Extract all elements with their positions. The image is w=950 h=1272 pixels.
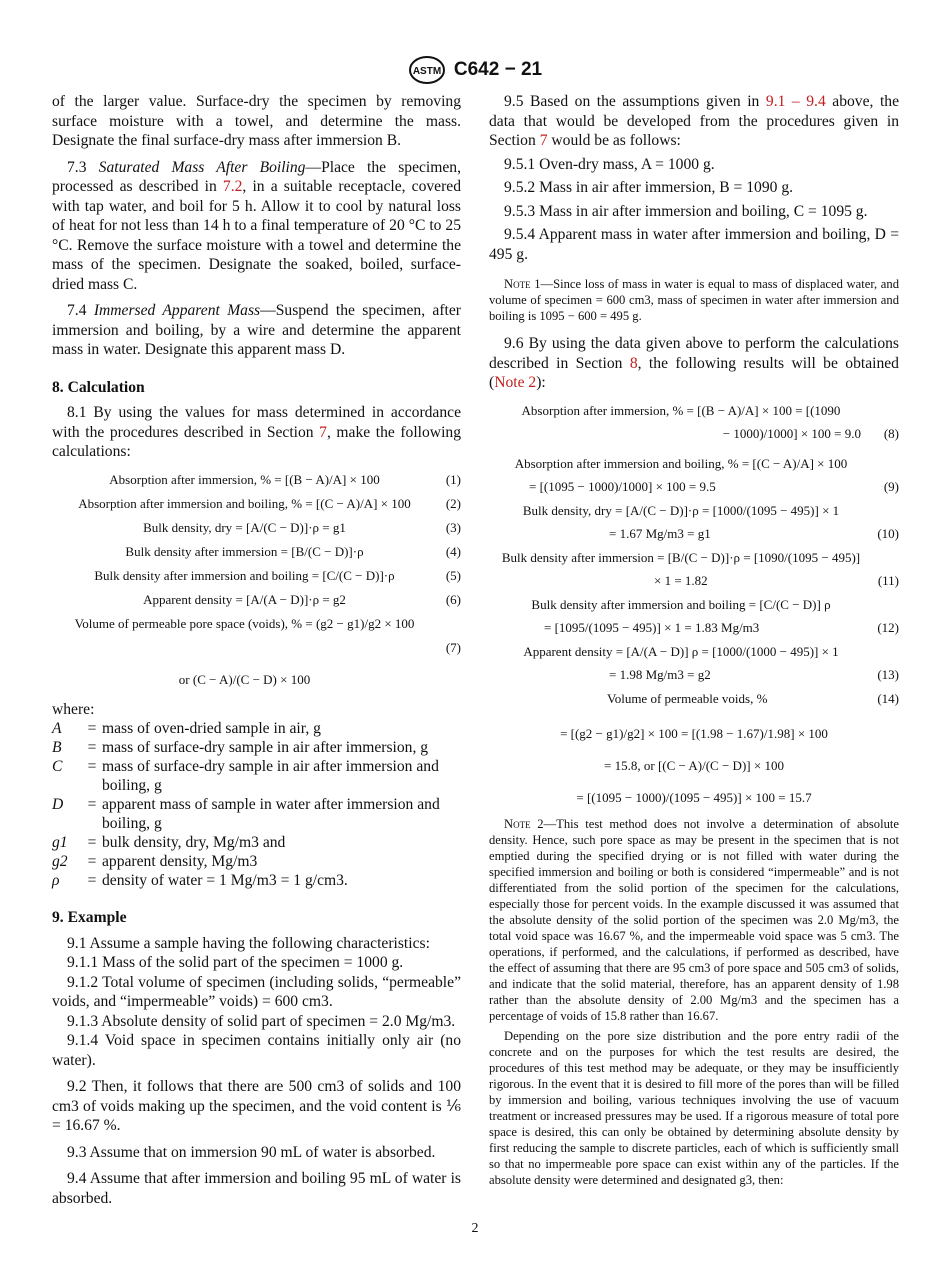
equation-7-number: (7): [445, 639, 461, 655]
result-line: = [1095/(1095 − 495)] × 1 = 1.83 Mg/m3 (12): [544, 620, 899, 635]
result-line: Absorption after immersion and boiling, % = [(C − A)/A] × 100: [514, 455, 848, 471]
results-equations: [489, 399, 899, 711]
result-line: Bulk density after immersion and boiling = [C/(C − D)] ρ: [531, 596, 831, 612]
equation-2: Absorption after immersion and boiling, % = [(C − A)/A] × 100 (2): [78, 495, 461, 511]
note-2-paragraph-2: Depending on the pore size distribution and the pore entry radii of the concrete and on the purposes for which the test results are desired, the procedures of this test method may be adequate, or they may be insufficiently rigorous. In the event that it is desired to fill more of the pores than will be filled by immersion and boiling, various techniques involving the use of vacuum treatment or increased pressures may be used. If a rigorous measure of total pore space is desired, this can only be obtained by determining absolute density by first reducing the sample to discrete particles, each of which is sufficiently small so that no impermeable pore space can exist within any of the particles. If the absolute density were determined and designated g3, then:: [489, 1029, 899, 1187]
link-section-7[interactable]: 7: [319, 423, 327, 441]
paragraph-7-4: 7.4 Immersed Apparent Mass—Suspend the specimen, after immersion and boiling, by a wire and determine the apparent mass in water. Designate this apparent mass D.: [52, 302, 461, 358]
definition-row: C = mass of surface-dry sample in air after immersion and boiling, g: [52, 758, 439, 794]
result-line: − 1000)/1000] × 100 = 9.0 (8): [722, 426, 899, 441]
definition-row: B = mass of surface-dry sample in air after immersion, g: [52, 739, 429, 756]
equations-block: [52, 468, 461, 692]
equation-4: Bulk density after immersion = [B/(C − D)]·ρ (4): [125, 543, 461, 559]
equation-7-alt: or (C − A)/(C − D) × 100: [178, 671, 311, 687]
paragraph-9-5-4: 9.5.4 Apparent mass in water after immersion and boiling, D = 495 g.: [489, 226, 899, 263]
paragraph-9-5-3: 9.5.3 Mass in air after immersion and boiling, C = 1095 g.: [504, 202, 868, 220]
paragraph-7-3: 7.3 Saturated Mass After Boiling—Place the specimen, processed as described in 7.2, in a suitable receptacle, covered with tap water, and boil for 5 h. Allow it to cool by natural loss of heat for not less than 14 h to a final temperature of 20 °C to 25 °C. Remove the surface moisture with a towel and determine the mass of the specimen. Designate the soaked, boiled, surface-dried mass C.: [52, 158, 461, 293]
where-label: where:: [52, 700, 95, 718]
result-line: Bulk density after immersion = [B/(C − D)]·ρ = [1090/(1095 − 495)]: [501, 549, 861, 565]
result-line: Absorption after immersion, % = [(B − A)/A] × 100 = [(1090: [521, 402, 841, 418]
link-note-2[interactable]: Note 2: [494, 374, 537, 391]
paragraph-9-2: 9.2 Then, it follows that there are 500 cm3 of solids and 100 cm3 of voids making up the specimen, and the void content is ⅙ = 16.67 %.: [52, 1078, 461, 1134]
link-section-8[interactable]: 8: [629, 354, 638, 372]
result-line: = 1.67 Mg/m3 = g1 (10): [609, 526, 899, 541]
link-section-7-right[interactable]: 7: [539, 132, 548, 149]
void-equations: [489, 718, 899, 814]
paragraph-9-1: 9.1 Assume a sample having the following characteristics:: [67, 934, 430, 952]
link-7-2[interactable]: 7.2: [222, 178, 243, 195]
paragraph-9-5-2: 9.5.2 Mass in air after immersion, B = 1090 g.: [504, 179, 794, 196]
void-line-3: = [(1095 − 1000)/(1095 − 495)] × 100 = 15.7: [576, 790, 812, 805]
paragraph-9-1-4: 9.1.4 Void space in specimen contains initially only air (no water).: [52, 1032, 461, 1069]
page-header: [0, 55, 950, 85]
void-line-2: = 15.8, or [(C − A)/(C − D)] × 100: [604, 758, 784, 773]
definition-row: D = apparent mass of sample in water after immersion and boiling, g: [52, 796, 440, 832]
equation-5: Bulk density after immersion and boiling = [C/(C − D)]·ρ (5): [94, 567, 461, 583]
section-8-heading: 8. Calculation: [52, 378, 145, 396]
equation-1: Absorption after immersion, % = [(B − A)/A] × 100 (1): [109, 471, 461, 487]
definition-row: ρ = density of water = 1 Mg/m3 = 1 g/cm3.: [52, 872, 348, 889]
paragraph-9-5: 9.5 Based on the assumptions given in 9.1 – 9.4 above, the data that would be developed from the procedures given in Section 7 would be as follows:: [489, 93, 900, 149]
result-line: × 1 = 1.82 (11): [654, 573, 899, 588]
result-line: Bulk density, dry = [A/(C − D)]·ρ = [1000/(1095 − 495)] × 1: [522, 502, 840, 518]
paragraph-9-6: 9.6 By using the data given above to perform the calculations described in Section 8, the following results will be obtained (Note 2):: [489, 335, 899, 391]
paragraph-9-1-3: 9.1.3 Absolute density of solid part of specimen = 2.0 Mg/m3.: [67, 1012, 456, 1030]
equation-6: Apparent density = [A/(A − D)]·ρ = g2 (6): [143, 591, 461, 607]
left-column: [52, 92, 461, 1208]
astm-logo-text: ASTM: [412, 66, 442, 77]
page-number: 2: [471, 1221, 479, 1236]
paragraph-9-1-2: 9.1.2 Total volume of specimen (including solids, “permeable” voids, and “impermeable” voids) = 600 cm3.: [52, 973, 461, 1010]
section-9-heading: 9. Example: [52, 909, 127, 926]
definition-row: A = mass of oven-dried sample in air, g: [52, 720, 321, 737]
symbol-definitions: [52, 719, 461, 890]
note-1-label: Note 1: [504, 277, 541, 291]
astm-logo-icon: [408, 55, 446, 85]
void-line-1: = [(g2 − g1)/g2] × 100 = [(1.98 − 1.67)/1.98] × 100: [560, 726, 828, 741]
paragraph-9-4: 9.4 Assume that after immersion and boiling 95 mL of water is absorbed.: [52, 1170, 461, 1207]
paragraph-7-2-end: of the larger value. Surface-dry the specimen by removing surface moisture with a towel, and determine the mass. Designate the final surface-dry mass after immersion B.: [52, 93, 461, 149]
link-9-1-9-4[interactable]: 9.1 – 9.4: [765, 93, 826, 110]
definition-row: g2 = apparent density, Mg/m3: [52, 853, 258, 870]
equation-3: Bulk density, dry = [A/(C − D)]·ρ = g1 (3): [143, 519, 461, 535]
paragraph-8-1: 8.1 By using the values for mass determined in accordance with the procedures described in Section 7, make the following calculations:: [52, 404, 461, 460]
result-line: Volume of permeable voids, % (14): [607, 690, 899, 706]
equation-7: Volume of permeable pore space (voids), % = (g2 − g1)/g2 × 100: [74, 615, 415, 631]
right-column: [489, 92, 899, 1188]
result-line: = 1.98 Mg/m3 = g2 (13): [609, 667, 899, 682]
result-line: = [(1095 − 1000)/1000] × 100 = 9.5 (9): [529, 479, 899, 494]
document-designation: C642 − 21: [453, 59, 543, 80]
paragraph-9-1-1: 9.1.1 Mass of the solid part of the specimen = 1000 g.: [67, 954, 404, 971]
note-2-label: Note 2: [504, 817, 544, 831]
paragraph-9-5-1: 9.5.1 Oven-dry mass, A = 1000 g.: [504, 155, 715, 173]
note-1: Note 1—Since loss of mass in water is equal to mass of displaced water, and volume of specimen = 600 cm3, mass of specimen in water after immersion and boiling is 1095 − 600 = 495 g.: [489, 277, 899, 323]
paragraph-9-3: 9.3 Assume that on immersion 90 mL of water is absorbed.: [67, 1143, 436, 1161]
definition-row: g1 = bulk density, dry, Mg/m3 and: [52, 834, 286, 851]
note-2: Note 2—This test method does not involve a determination of absolute density. Hence, such pore space as may be present in the specimen that is not emptied during the specified drying or is not filled with water during the specified immersion and boiling or both is considered “impermeable” and is not differentiated from the solid portion of the specimen for the calculations, especially those for percent voids. In the example discussed it was assumed that the absolute density of the solid portion of the specimen was 2.0 Mg/m3, the total void space was 16.67 %, and the impermeable void space was 5 cm3. The operations, if performed, and the calculations, if performed as described, have the effect of assuming that there are 95 cm3 of pore space and 505 cm3 of solids, and indicate that the solid material, therefore, has an apparent density of 1.98 rather than the absolute density of 2.00 Mg/m3 and the specimen has a percentage of voids of 15.8 rather than 16.67.: [489, 817, 899, 1023]
result-line: Apparent density = [A/(A − D)] ρ = [1000/(1000 − 495)] × 1: [523, 643, 839, 659]
